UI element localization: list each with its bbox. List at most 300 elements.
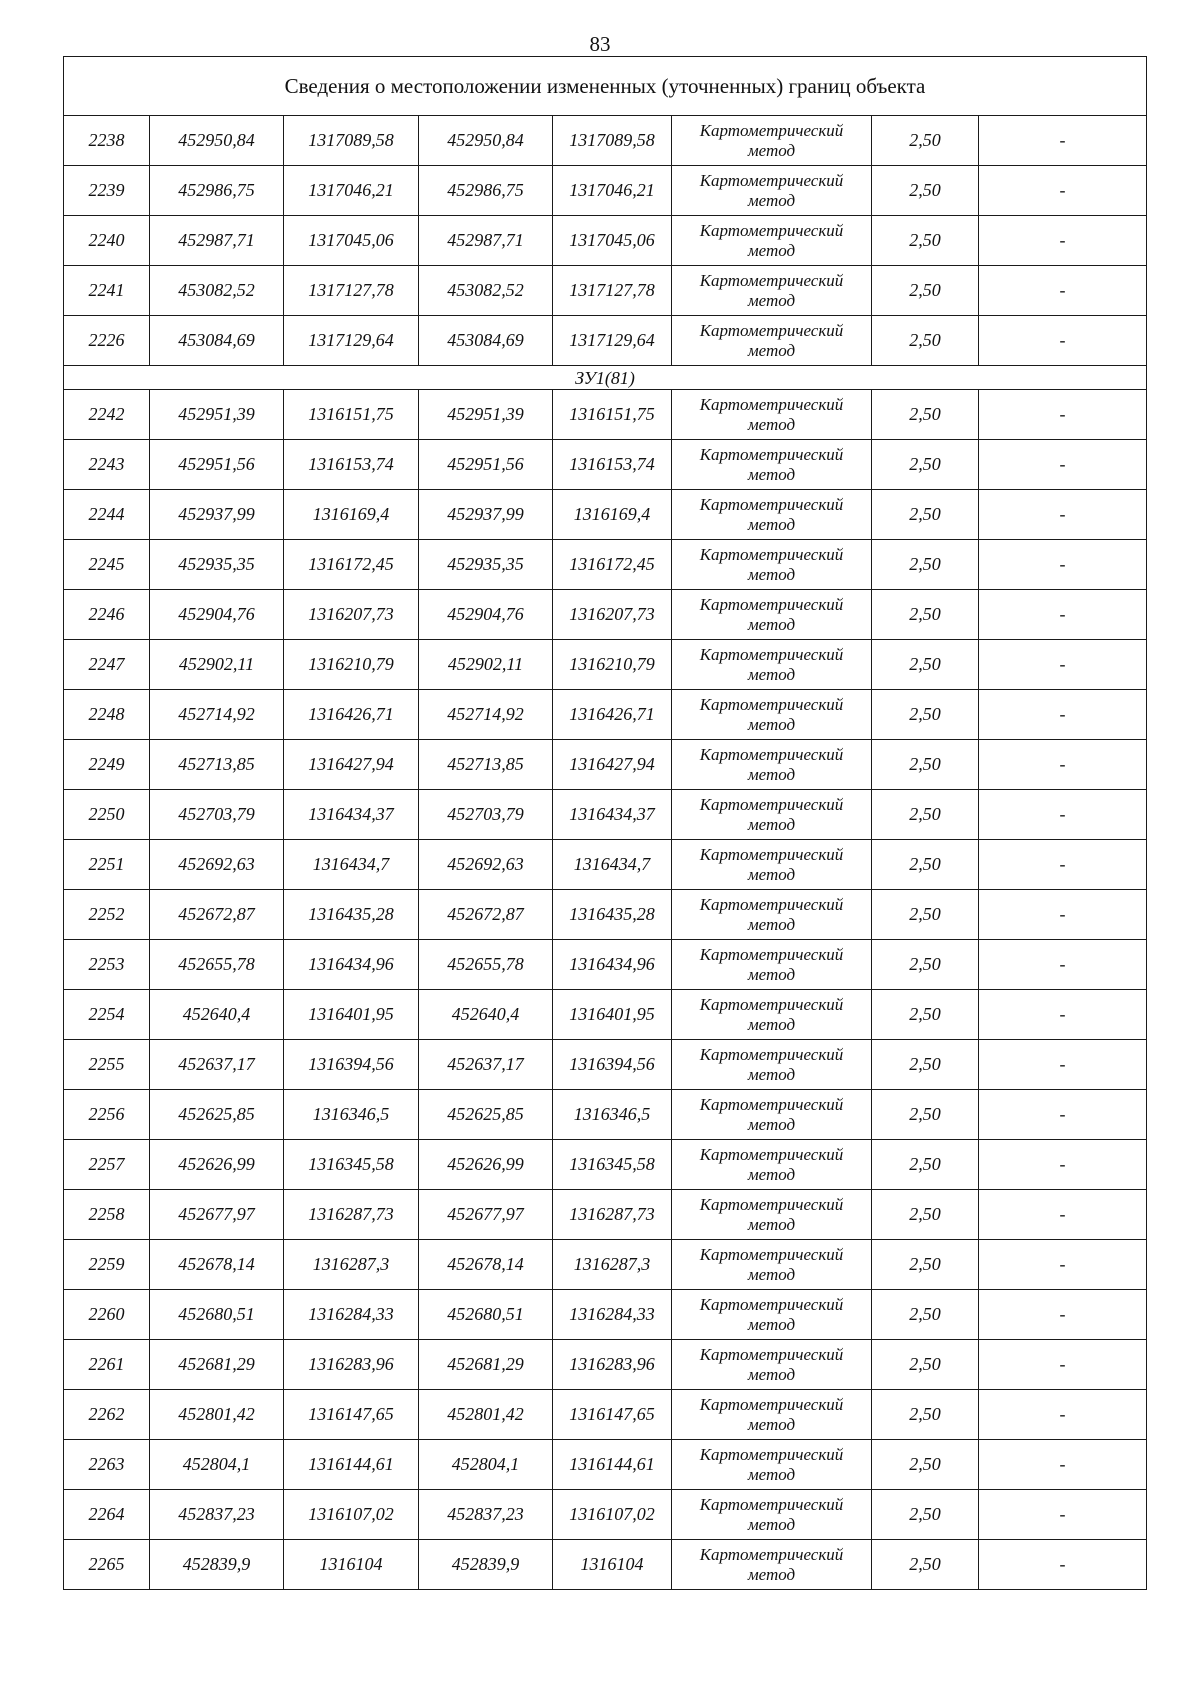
- point-number-cell: 2265: [64, 1540, 150, 1590]
- accuracy-cell: 2,50: [872, 266, 979, 316]
- note-cell: -: [979, 1390, 1147, 1440]
- y-existing-cell: 1316287,3: [284, 1240, 419, 1290]
- method-text-line2: метод: [747, 1214, 796, 1234]
- accuracy-cell: 2,50: [872, 640, 979, 690]
- determination-method-cell: [672, 890, 872, 940]
- method-text-line2: метод: [747, 1364, 796, 1384]
- method-text-line2: метод: [747, 914, 796, 934]
- note-cell: -: [979, 690, 1147, 740]
- y-existing-cell: 1316434,7: [284, 840, 419, 890]
- x-new-cell: 452703,79: [419, 790, 553, 840]
- method-text-line2: метод: [747, 614, 796, 634]
- x-new-cell: 452804,1: [419, 1440, 553, 1490]
- note-cell: -: [979, 116, 1147, 166]
- method-text-line1: Картометрический: [699, 1444, 844, 1464]
- method-text-line1: Картометрический: [699, 1144, 844, 1164]
- accuracy-cell: 2,50: [872, 590, 979, 640]
- determination-method-cell: [672, 790, 872, 840]
- accuracy-cell: 2,50: [872, 166, 979, 216]
- method-text-line1: Картометрический: [699, 1044, 844, 1064]
- method-text-line1: Картометрический: [699, 170, 844, 190]
- point-number-cell: 2264: [64, 1490, 150, 1540]
- x-existing-cell: 452837,23: [150, 1490, 284, 1540]
- y-existing-cell: 1317129,64: [284, 316, 419, 366]
- determination-method-cell: [672, 1140, 872, 1190]
- determination-method-cell: [672, 1190, 872, 1240]
- method-text-line2: метод: [747, 240, 796, 260]
- point-number-cell: 2247: [64, 640, 150, 690]
- table-row: [64, 1490, 1147, 1540]
- method-text-line2: метод: [747, 1164, 796, 1184]
- accuracy-cell: 2,50: [872, 1390, 979, 1440]
- method-text-line1: Картометрический: [699, 594, 844, 614]
- note-cell: -: [979, 740, 1147, 790]
- method-text-line2: метод: [747, 1114, 796, 1134]
- point-number-cell: 2239: [64, 166, 150, 216]
- x-new-cell: 452678,14: [419, 1240, 553, 1290]
- table-row: [64, 940, 1147, 990]
- accuracy-cell: 2,50: [872, 840, 979, 890]
- y-existing-cell: 1317046,21: [284, 166, 419, 216]
- table-row: [64, 1440, 1147, 1490]
- x-existing-cell: 452640,4: [150, 990, 284, 1040]
- note-cell: -: [979, 1040, 1147, 1090]
- accuracy-cell: 2,50: [872, 540, 979, 590]
- y-existing-cell: 1316394,56: [284, 1040, 419, 1090]
- y-new-cell: 1316107,02: [553, 1490, 672, 1540]
- y-new-cell: 1317127,78: [553, 266, 672, 316]
- determination-method-cell: [672, 940, 872, 990]
- y-new-cell: 1316151,75: [553, 390, 672, 440]
- y-new-cell: 1316210,79: [553, 640, 672, 690]
- y-new-cell: 1317089,58: [553, 116, 672, 166]
- table-row: [64, 316, 1147, 366]
- point-number-cell: 2243: [64, 440, 150, 490]
- method-text-line1: Картометрический: [699, 1094, 844, 1114]
- x-new-cell: 452637,17: [419, 1040, 553, 1090]
- note-cell: -: [979, 990, 1147, 1040]
- point-number-cell: 2245: [64, 540, 150, 590]
- y-new-cell: 1317046,21: [553, 166, 672, 216]
- point-number-cell: 2257: [64, 1140, 150, 1190]
- method-text-line1: Картометрический: [699, 794, 844, 814]
- table-row: [64, 840, 1147, 890]
- x-existing-cell: 452986,75: [150, 166, 284, 216]
- y-existing-cell: 1316434,37: [284, 790, 419, 840]
- method-text-line2: метод: [747, 864, 796, 884]
- determination-method-cell: [672, 740, 872, 790]
- table-row: [64, 166, 1147, 216]
- accuracy-cell: 2,50: [872, 740, 979, 790]
- y-existing-cell: 1316434,96: [284, 940, 419, 990]
- x-new-cell: 452904,76: [419, 590, 553, 640]
- y-new-cell: 1316172,45: [553, 540, 672, 590]
- note-cell: -: [979, 640, 1147, 690]
- table-row: [64, 266, 1147, 316]
- accuracy-cell: 2,50: [872, 1540, 979, 1590]
- x-existing-cell: 452678,14: [150, 1240, 284, 1290]
- method-text-line2: метод: [747, 1564, 796, 1584]
- point-number-cell: 2226: [64, 316, 150, 366]
- x-new-cell: 452713,85: [419, 740, 553, 790]
- determination-method-cell: [672, 316, 872, 366]
- y-existing-cell: 1316426,71: [284, 690, 419, 740]
- y-existing-cell: 1316207,73: [284, 590, 419, 640]
- x-existing-cell: 452951,56: [150, 440, 284, 490]
- x-existing-cell: 452677,97: [150, 1190, 284, 1240]
- determination-method-cell: [672, 490, 872, 540]
- determination-method-cell: [672, 1490, 872, 1540]
- x-existing-cell: 452950,84: [150, 116, 284, 166]
- x-new-cell: 452692,63: [419, 840, 553, 890]
- y-existing-cell: 1317127,78: [284, 266, 419, 316]
- point-number-cell: 2258: [64, 1190, 150, 1240]
- point-number-cell: 2242: [64, 390, 150, 440]
- table-row: [64, 1190, 1147, 1240]
- section-header-row: [64, 366, 1147, 390]
- accuracy-cell: 2,50: [872, 1040, 979, 1090]
- table-title: Сведения о местоположении измененных (уточненных) границ объекта: [64, 57, 1147, 116]
- y-existing-cell: 1316210,79: [284, 640, 419, 690]
- point-number-cell: 2248: [64, 690, 150, 740]
- method-text-line1: Картометрический: [699, 1494, 844, 1514]
- x-existing-cell: 452902,11: [150, 640, 284, 690]
- x-existing-cell: 452625,85: [150, 1090, 284, 1140]
- accuracy-cell: 2,50: [872, 390, 979, 440]
- table-row: [64, 1340, 1147, 1390]
- determination-method-cell: [672, 1090, 872, 1140]
- method-text-line1: Картометрический: [699, 494, 844, 514]
- accuracy-cell: 2,50: [872, 490, 979, 540]
- x-new-cell: 452714,92: [419, 690, 553, 740]
- method-text-line2: метод: [747, 1014, 796, 1034]
- method-text-line2: метод: [747, 764, 796, 784]
- y-existing-cell: 1317089,58: [284, 116, 419, 166]
- method-text-line2: метод: [747, 1414, 796, 1434]
- note-cell: -: [979, 590, 1147, 640]
- accuracy-cell: 2,50: [872, 990, 979, 1040]
- y-new-cell: 1316426,71: [553, 690, 672, 740]
- x-existing-cell: 452626,99: [150, 1140, 284, 1190]
- determination-method-cell: [672, 640, 872, 690]
- x-new-cell: 452680,51: [419, 1290, 553, 1340]
- method-text-line1: Картометрический: [699, 894, 844, 914]
- note-cell: -: [979, 166, 1147, 216]
- y-existing-cell: 1316284,33: [284, 1290, 419, 1340]
- table-row: [64, 216, 1147, 266]
- x-existing-cell: 453082,52: [150, 266, 284, 316]
- y-existing-cell: 1316346,5: [284, 1090, 419, 1140]
- x-new-cell: 452935,35: [419, 540, 553, 590]
- point-number-cell: 2251: [64, 840, 150, 890]
- determination-method-cell: [672, 840, 872, 890]
- point-number-cell: 2262: [64, 1390, 150, 1440]
- note-cell: -: [979, 1140, 1147, 1190]
- determination-method-cell: [672, 1540, 872, 1590]
- x-new-cell: 452655,78: [419, 940, 553, 990]
- x-existing-cell: 452672,87: [150, 890, 284, 940]
- point-number-cell: 2244: [64, 490, 150, 540]
- x-existing-cell: 452801,42: [150, 1390, 284, 1440]
- method-text-line1: Картометрический: [699, 694, 844, 714]
- y-new-cell: 1317129,64: [553, 316, 672, 366]
- method-text-line1: Картометрический: [699, 1544, 844, 1564]
- x-existing-cell: 452713,85: [150, 740, 284, 790]
- accuracy-cell: 2,50: [872, 440, 979, 490]
- method-text-line1: Картометрический: [699, 544, 844, 564]
- x-existing-cell: 452951,39: [150, 390, 284, 440]
- method-text-line2: метод: [747, 1264, 796, 1284]
- table-row: [64, 1540, 1147, 1590]
- x-new-cell: 452801,42: [419, 1390, 553, 1440]
- y-new-cell: 1316283,96: [553, 1340, 672, 1390]
- table-row: [64, 1390, 1147, 1440]
- y-existing-cell: 1317045,06: [284, 216, 419, 266]
- y-existing-cell: 1316144,61: [284, 1440, 419, 1490]
- y-new-cell: 1316207,73: [553, 590, 672, 640]
- y-existing-cell: 1316147,65: [284, 1390, 419, 1440]
- accuracy-cell: 2,50: [872, 1140, 979, 1190]
- y-existing-cell: 1316151,75: [284, 390, 419, 440]
- x-existing-cell: 452904,76: [150, 590, 284, 640]
- y-existing-cell: 1316287,73: [284, 1190, 419, 1240]
- accuracy-cell: 2,50: [872, 1340, 979, 1390]
- note-cell: -: [979, 1090, 1147, 1140]
- table-row: [64, 890, 1147, 940]
- note-cell: -: [979, 440, 1147, 490]
- note-cell: -: [979, 1240, 1147, 1290]
- determination-method-cell: [672, 216, 872, 266]
- point-number-cell: 2260: [64, 1290, 150, 1340]
- determination-method-cell: [672, 1240, 872, 1290]
- method-text-line2: метод: [747, 564, 796, 584]
- point-number-cell: 2255: [64, 1040, 150, 1090]
- x-new-cell: 452986,75: [419, 166, 553, 216]
- point-number-cell: 2246: [64, 590, 150, 640]
- y-existing-cell: 1316435,28: [284, 890, 419, 940]
- y-new-cell: 1316434,37: [553, 790, 672, 840]
- y-existing-cell: 1316345,58: [284, 1140, 419, 1190]
- method-text-line1: Картометрический: [699, 320, 844, 340]
- method-text-line2: метод: [747, 414, 796, 434]
- note-cell: -: [979, 1440, 1147, 1490]
- determination-method-cell: [672, 390, 872, 440]
- method-text-line2: метод: [747, 714, 796, 734]
- section-label: ЗУ1(81): [64, 366, 1147, 390]
- method-text-line2: метод: [747, 290, 796, 310]
- method-text-line1: Картометрический: [699, 1344, 844, 1364]
- method-text-line1: Картометрический: [699, 644, 844, 664]
- note-cell: -: [979, 1340, 1147, 1390]
- note-cell: -: [979, 1190, 1147, 1240]
- method-text-line1: Картометрический: [699, 844, 844, 864]
- x-existing-cell: 452703,79: [150, 790, 284, 840]
- table-row: [64, 990, 1147, 1040]
- x-new-cell: 452626,99: [419, 1140, 553, 1190]
- note-cell: -: [979, 790, 1147, 840]
- x-new-cell: 452677,97: [419, 1190, 553, 1240]
- x-existing-cell: 452714,92: [150, 690, 284, 740]
- y-existing-cell: 1316427,94: [284, 740, 419, 790]
- method-text-line1: Картометрический: [699, 1244, 844, 1264]
- point-number-cell: 2259: [64, 1240, 150, 1290]
- method-text-line1: Картометрический: [699, 1194, 844, 1214]
- determination-method-cell: [672, 1440, 872, 1490]
- determination-method-cell: [672, 540, 872, 590]
- y-new-cell: 1317045,06: [553, 216, 672, 266]
- x-existing-cell: 452839,9: [150, 1540, 284, 1590]
- note-cell: -: [979, 890, 1147, 940]
- x-new-cell: 452837,23: [419, 1490, 553, 1540]
- point-number-cell: 2238: [64, 116, 150, 166]
- x-new-cell: 452640,4: [419, 990, 553, 1040]
- point-number-cell: 2250: [64, 790, 150, 840]
- y-new-cell: 1316284,33: [553, 1290, 672, 1340]
- x-new-cell: 452951,39: [419, 390, 553, 440]
- y-new-cell: 1316169,4: [553, 490, 672, 540]
- accuracy-cell: 2,50: [872, 690, 979, 740]
- y-new-cell: 1316147,65: [553, 1390, 672, 1440]
- y-existing-cell: 1316107,02: [284, 1490, 419, 1540]
- note-cell: -: [979, 1490, 1147, 1540]
- determination-method-cell: [672, 266, 872, 316]
- accuracy-cell: 2,50: [872, 1490, 979, 1540]
- method-text-line2: метод: [747, 340, 796, 360]
- method-text-line2: метод: [747, 1464, 796, 1484]
- determination-method-cell: [672, 690, 872, 740]
- table-row: [64, 690, 1147, 740]
- table-row: [64, 440, 1147, 490]
- x-new-cell: 452672,87: [419, 890, 553, 940]
- accuracy-cell: 2,50: [872, 940, 979, 990]
- coordinates-table: [63, 56, 1147, 1590]
- method-text-line1: Картометрический: [699, 270, 844, 290]
- y-new-cell: 1316287,3: [553, 1240, 672, 1290]
- method-text-line1: Картометрический: [699, 220, 844, 240]
- point-number-cell: 2253: [64, 940, 150, 990]
- y-new-cell: 1316435,28: [553, 890, 672, 940]
- accuracy-cell: 2,50: [872, 1290, 979, 1340]
- method-text-line2: метод: [747, 140, 796, 160]
- point-number-cell: 2256: [64, 1090, 150, 1140]
- accuracy-cell: 2,50: [872, 216, 979, 266]
- point-number-cell: 2240: [64, 216, 150, 266]
- table-row: [64, 116, 1147, 166]
- method-text-line1: Картометрический: [699, 120, 844, 140]
- method-text-line2: метод: [747, 464, 796, 484]
- y-new-cell: 1316401,95: [553, 990, 672, 1040]
- y-new-cell: 1316434,7: [553, 840, 672, 890]
- x-new-cell: 452987,71: [419, 216, 553, 266]
- accuracy-cell: 2,50: [872, 790, 979, 840]
- determination-method-cell: [672, 440, 872, 490]
- note-cell: -: [979, 390, 1147, 440]
- x-new-cell: 452839,9: [419, 1540, 553, 1590]
- x-new-cell: 452625,85: [419, 1090, 553, 1140]
- x-new-cell: 452951,56: [419, 440, 553, 490]
- accuracy-cell: 2,50: [872, 1240, 979, 1290]
- x-new-cell: 452950,84: [419, 116, 553, 166]
- y-new-cell: 1316394,56: [553, 1040, 672, 1090]
- determination-method-cell: [672, 1290, 872, 1340]
- note-cell: -: [979, 316, 1147, 366]
- accuracy-cell: 2,50: [872, 1090, 979, 1140]
- table-row: [64, 740, 1147, 790]
- y-new-cell: 1316104: [553, 1540, 672, 1590]
- table-row: [64, 540, 1147, 590]
- table-row: [64, 590, 1147, 640]
- y-new-cell: 1316144,61: [553, 1440, 672, 1490]
- determination-method-cell: [672, 1340, 872, 1390]
- method-text-line2: метод: [747, 814, 796, 834]
- point-number-cell: 2249: [64, 740, 150, 790]
- table-row: [64, 490, 1147, 540]
- accuracy-cell: 2,50: [872, 1190, 979, 1240]
- note-cell: -: [979, 216, 1147, 266]
- determination-method-cell: [672, 116, 872, 166]
- x-existing-cell: 452680,51: [150, 1290, 284, 1340]
- accuracy-cell: 2,50: [872, 890, 979, 940]
- table-row: [64, 1140, 1147, 1190]
- method-text-line1: Картометрический: [699, 1394, 844, 1414]
- note-cell: -: [979, 266, 1147, 316]
- method-text-line2: метод: [747, 514, 796, 534]
- method-text-line1: Картометрический: [699, 1294, 844, 1314]
- page-number: 83: [589, 32, 611, 56]
- determination-method-cell: [672, 1390, 872, 1440]
- table-row: [64, 390, 1147, 440]
- y-existing-cell: 1316401,95: [284, 990, 419, 1040]
- x-new-cell: 452681,29: [419, 1340, 553, 1390]
- y-new-cell: 1316287,73: [553, 1190, 672, 1240]
- accuracy-cell: 2,50: [872, 1440, 979, 1490]
- x-new-cell: 453084,69: [419, 316, 553, 366]
- y-new-cell: 1316153,74: [553, 440, 672, 490]
- x-existing-cell: 452935,35: [150, 540, 284, 590]
- x-existing-cell: 452655,78: [150, 940, 284, 990]
- accuracy-cell: 2,50: [872, 116, 979, 166]
- point-number-cell: 2254: [64, 990, 150, 1040]
- method-text-line2: метод: [747, 964, 796, 984]
- point-number-cell: 2263: [64, 1440, 150, 1490]
- note-cell: -: [979, 1540, 1147, 1590]
- x-new-cell: 452902,11: [419, 640, 553, 690]
- x-new-cell: 452937,99: [419, 490, 553, 540]
- y-new-cell: 1316345,58: [553, 1140, 672, 1190]
- method-text-line2: метод: [747, 664, 796, 684]
- table-row: [64, 1040, 1147, 1090]
- note-cell: -: [979, 490, 1147, 540]
- accuracy-cell: 2,50: [872, 316, 979, 366]
- table-row: [64, 1240, 1147, 1290]
- table-row: [64, 790, 1147, 840]
- note-cell: -: [979, 1290, 1147, 1340]
- x-existing-cell: 453084,69: [150, 316, 284, 366]
- y-existing-cell: 1316172,45: [284, 540, 419, 590]
- method-text-line1: Картометрический: [699, 394, 844, 414]
- point-number-cell: 2241: [64, 266, 150, 316]
- determination-method-cell: [672, 990, 872, 1040]
- table-row: [64, 1290, 1147, 1340]
- y-existing-cell: 1316104: [284, 1540, 419, 1590]
- method-text-line2: метод: [747, 1514, 796, 1534]
- y-existing-cell: 1316283,96: [284, 1340, 419, 1390]
- x-new-cell: 453082,52: [419, 266, 553, 316]
- point-number-cell: 2261: [64, 1340, 150, 1390]
- method-text-line2: метод: [747, 190, 796, 210]
- determination-method-cell: [672, 590, 872, 640]
- x-existing-cell: 452937,99: [150, 490, 284, 540]
